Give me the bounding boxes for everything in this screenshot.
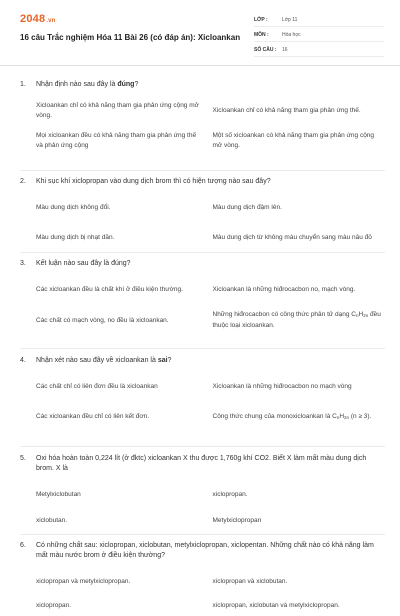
question-header	[20, 356, 385, 366]
option-b[interactable]: Xicloankan chỉ có khả năng tham gia phản ứng thế.	[212, 107, 361, 114]
option-text: H	[358, 311, 364, 318]
question-text-part: Nhận định nào sau đây là	[36, 81, 118, 88]
question-number: 1.	[20, 81, 26, 88]
divider	[20, 446, 385, 447]
option-d[interactable]	[213, 310, 386, 331]
option-d[interactable]: Một số xicloankan có khả năng tham gia phản ứng cộng mở vòng.	[212, 132, 375, 149]
subscript: n	[356, 313, 359, 318]
option-b[interactable]: Màu dung dịch đậm lên.	[212, 204, 282, 211]
meta-row-count	[254, 43, 384, 57]
question-3	[20, 259, 385, 331]
brand-logo[interactable]	[20, 13, 56, 25]
subscript: n	[336, 414, 340, 420]
question-header	[20, 177, 385, 187]
option-c[interactable]: xiclobutan.	[36, 517, 68, 524]
options	[36, 198, 385, 248]
meta-info	[254, 13, 384, 58]
option-text: Công thức chung của monoxicloankan là C	[212, 412, 337, 420]
brand-tld: .vn	[46, 18, 56, 24]
option-a[interactable]: Các chất chỉ có liên đơn đều là xicloankan	[36, 383, 158, 390]
meta-value: 16	[282, 46, 288, 53]
option-a[interactable]: xiclopropan và metylxiclopropan.	[36, 578, 131, 585]
question-text-emphasis: đúng	[117, 81, 135, 88]
question-text: Oxi hóa hoàn toàn 0,224 lít (ở đktc) xicloankan X thu được 1,760g khí CO2. Biết X làm mất màu dung dịch brom. X là	[36, 455, 367, 472]
meta-label: SỐ CÂU :	[254, 46, 277, 53]
question-number: 3.	[20, 260, 26, 267]
header	[0, 0, 400, 66]
formula-option	[213, 412, 372, 423]
option-text: Những hiđrocacbon có công thức phân tử dạng C	[212, 311, 357, 318]
question-text: Có những chất sau: xiclopropan, xiclobutan, metylxiclopropan, xiclopentan. Những chất nào có khả năng làm mất màu nước brom ở điều kiện thường?	[36, 542, 374, 559]
divider	[20, 170, 385, 171]
divider	[20, 348, 385, 349]
meta-row-class	[254, 13, 384, 27]
subscript: 2n	[363, 313, 369, 318]
option-d[interactable]: Metylxiclopropan	[212, 517, 262, 524]
meta-row-subject	[254, 28, 384, 42]
question-4	[20, 356, 385, 427]
option-c[interactable]: Các xicloankan đều chỉ có liên kết đơn.	[36, 413, 150, 420]
question-text	[36, 356, 385, 366]
question-text-part: ?	[134, 81, 139, 88]
question-6	[20, 541, 385, 616]
question-2	[20, 177, 385, 248]
question-number: 4.	[20, 357, 26, 364]
options	[36, 377, 385, 427]
options	[36, 101, 385, 151]
divider	[20, 252, 385, 253]
question-number: 2.	[20, 178, 26, 185]
question-text: Khi sục khí xiclopropan vào dung dịch brom thì có hiện tượng nào sau đây?	[36, 178, 271, 185]
option-text: H	[339, 412, 345, 420]
meta-label: MÔN :	[254, 31, 269, 38]
option-d[interactable]: xiclopropan, xiclobutan và metylxiclopropan.	[212, 602, 340, 609]
option-a[interactable]: Màu dung dịch không đổi.	[36, 204, 111, 211]
question-text-part: Nhận xét nào sau đây về xicloankan là	[36, 357, 158, 364]
option-b[interactable]: Xicloankan là những hiđrocacbon no, mạch vòng.	[212, 286, 356, 293]
option-d[interactable]	[213, 407, 386, 427]
option-b[interactable]: Xicloankan là những hiđrocacbon no mạch vòng	[212, 383, 352, 390]
question-header	[20, 541, 385, 561]
formula-option	[213, 310, 382, 331]
brand-name: 2048	[20, 13, 46, 25]
option-b[interactable]: xiclopropan và xiclobutan.	[212, 578, 288, 585]
option-text: đều thuộc loại xicloankan.	[212, 311, 381, 329]
question-header	[20, 80, 385, 90]
option-d[interactable]: Màu dung dịch từ không màu chuyển sang màu nâu đỏ	[212, 234, 372, 241]
question-text	[36, 80, 385, 90]
divider	[20, 534, 385, 535]
option-a[interactable]: Xicloankan chỉ có khả năng tham gia phản ứng cộng mở vòng.	[36, 102, 199, 119]
question-text: Kết luận nào sau đây là đúng?	[36, 260, 131, 267]
option-text: (n ≥ 3).	[349, 412, 372, 420]
question-number: 5.	[20, 455, 26, 462]
option-c[interactable]: xiclopropan.	[36, 602, 72, 609]
question-header	[20, 259, 385, 269]
option-b[interactable]: xiclopropan.	[212, 491, 248, 498]
question-text-part: ?	[167, 357, 172, 364]
question-5	[20, 454, 385, 531]
options	[36, 572, 385, 616]
options	[36, 280, 385, 331]
question-1	[20, 80, 385, 151]
meta-value: Hóa học	[282, 31, 301, 38]
option-a[interactable]: Các xicloankan đều là chất khí ở điều kiện thường.	[36, 286, 183, 293]
question-number: 6.	[20, 542, 26, 549]
question-header	[20, 454, 385, 474]
option-c[interactable]: Màu dung dịch bị nhạt dần.	[36, 234, 115, 241]
question-text-emphasis: sai	[157, 357, 168, 364]
meta-value: Lớp 11	[282, 16, 298, 23]
page-title: 16 câu Trắc nghiệm Hóa 11 Bài 26 (có đáp án): Xicloankan	[20, 33, 241, 42]
meta-label: LỚP :	[254, 16, 268, 23]
option-c[interactable]: Mọi xicloankan đều có khả năng tham gia phản ứng thế và phản ứng cộng	[36, 132, 197, 149]
option-a[interactable]: Metylxiclobutan	[36, 491, 81, 498]
option-c[interactable]: Các chất có mạch vòng, no đều là xicloankan.	[36, 316, 169, 324]
subscript: 2n	[344, 414, 350, 420]
options	[36, 485, 385, 531]
